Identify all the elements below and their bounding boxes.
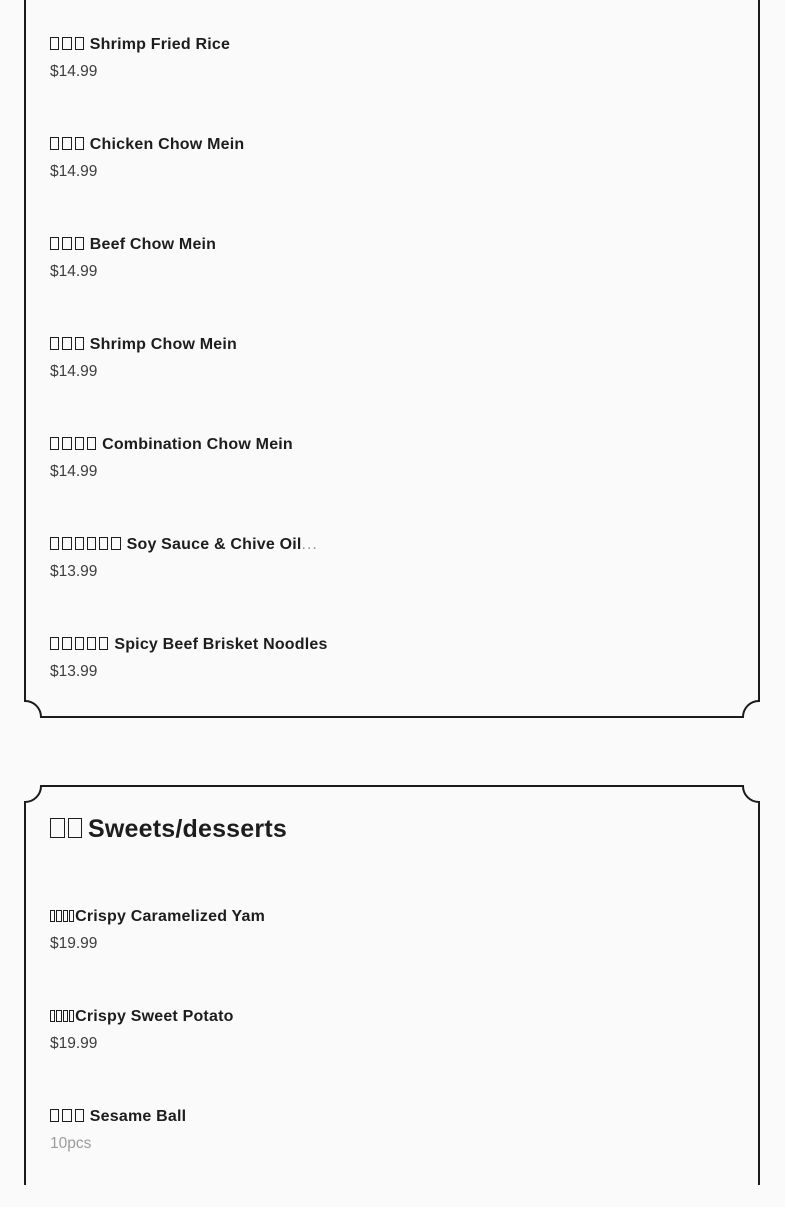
menu-item-price: $19.99 bbox=[50, 1035, 98, 1052]
menu-item-price: $13.99 bbox=[50, 663, 98, 680]
menu-item[interactable] bbox=[50, 335, 730, 435]
truncation-ellipsis: ... bbox=[301, 536, 318, 553]
menu-item[interactable] bbox=[50, 1007, 730, 1107]
missing-glyph-boxes bbox=[50, 818, 82, 839]
missing-glyph-boxes bbox=[50, 37, 84, 50]
missing-glyph-boxes bbox=[50, 910, 74, 922]
menu-item-list bbox=[24, 0, 760, 735]
menu-item[interactable] bbox=[50, 235, 730, 335]
menu-item-name: Chicken Chow Mein bbox=[50, 135, 730, 155]
menu-item[interactable] bbox=[50, 907, 730, 1007]
missing-glyph-boxes bbox=[50, 1109, 84, 1122]
menu-item-name: Beef Chow Mein bbox=[50, 235, 730, 255]
menu-item-name: Soy Sauce & Chive Oil... bbox=[50, 535, 730, 555]
menu-item[interactable] bbox=[50, 1107, 730, 1207]
missing-glyph-boxes bbox=[50, 437, 96, 450]
missing-glyph-boxes bbox=[50, 537, 121, 550]
missing-glyph-boxes bbox=[50, 137, 84, 150]
menu-item-name: Combination Chow Mein bbox=[50, 435, 730, 455]
menu-item[interactable] bbox=[50, 35, 730, 135]
menu-item-price: $14.99 bbox=[50, 263, 98, 280]
menu-item-name: Crispy Sweet Potato bbox=[50, 1007, 730, 1027]
missing-glyph-boxes bbox=[50, 237, 84, 250]
menu-item[interactable] bbox=[50, 135, 730, 235]
menu-item-price: $14.99 bbox=[50, 163, 98, 180]
menu-item[interactable] bbox=[50, 435, 730, 535]
menu-item-price: $19.99 bbox=[50, 935, 98, 952]
menu-item-note: 10pcs bbox=[50, 1135, 92, 1152]
menu-item-name: Crispy Caramelized Yam bbox=[50, 907, 730, 927]
menu-item-name: Sesame Ball bbox=[50, 1107, 730, 1127]
menu-item[interactable] bbox=[50, 635, 730, 735]
missing-glyph-boxes bbox=[50, 1010, 74, 1022]
menu-item-price: $14.99 bbox=[50, 463, 98, 480]
missing-glyph-boxes bbox=[50, 637, 108, 650]
missing-glyph-boxes bbox=[50, 337, 84, 350]
menu-item-name: Spicy Beef Brisket Noodles bbox=[50, 635, 730, 655]
menu-item-name: Shrimp Fried Rice bbox=[50, 35, 730, 55]
menu-item-list bbox=[24, 785, 760, 1207]
menu-item-price: $14.99 bbox=[50, 363, 98, 380]
menu-section-card bbox=[24, 0, 760, 718]
menu-item[interactable] bbox=[50, 535, 730, 635]
section-heading: Sweets/desserts bbox=[50, 812, 730, 846]
menu-item-name: Shrimp Chow Mein bbox=[50, 335, 730, 355]
menu-item-price: $14.99 bbox=[50, 63, 98, 80]
menu-section-card bbox=[24, 785, 760, 1185]
menu-item-price: $13.99 bbox=[50, 563, 98, 580]
